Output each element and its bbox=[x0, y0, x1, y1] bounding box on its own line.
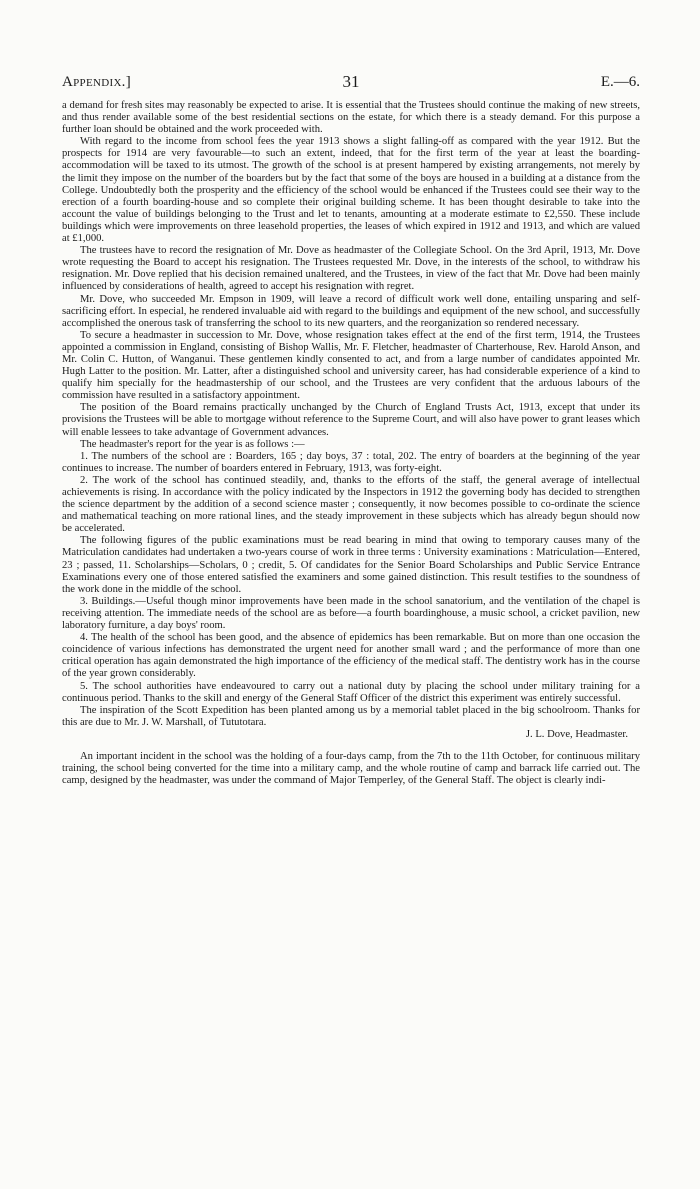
document-code: E.—6. bbox=[600, 74, 640, 90]
body-text bbox=[62, 100, 640, 787]
page-header bbox=[62, 74, 640, 94]
paragraph: The following figures of the public examinations must be read bearing in mind that owing to temporary causes many of the Matriculation candidates had undertaken a two-years course of work in three terms : University examinations : Matriculation—Entered, 23 ; passed, 11. Scholarships—Scholars, 0 ; credit, 5. Of candidates for the Senior Board Scholarships and Public Service Entrance Examinations every one of those entered satisfied the examiners and some gained distinction. This result testifies to the soundness of the work done in the middle of the school. bbox=[62, 535, 640, 595]
paragraph: With regard to the income from school fees the year 1913 shows a slight falling-off as compared with the year 1912. But the prospects for 1914 are very favourable—to such an extent, indeed, that for the first term of the year at least the boarding-accommodation will be taxed to its utmost. The growth of the school is at present hampered by existing arrangements, not merely by the limit they impose on the number of the boarders but by the fact that some of the boys are housed in a building at a distance from the College. Undoubtedly both the prosperity and the efficiency of the school would be enhanced if the Trustees could see their way to the erection of a fourth boarding-house and so complete their original building scheme. It has been thought desirable to take into the account the value of buildings belonging to the Trust and let to tenants, amounting at a moderate estimate to £2,550. These include buildings which were improvements on three leasehold properties, the leases of which expired in 1912 and 1913, and which are valued at £1,000. bbox=[62, 136, 640, 245]
paragraph: a demand for fresh sites may reasonably be expected to arise. It is essential that the Trustees should continue the making of new streets, and thus render available some of the best residential sections on the estate, for which there is a steady demand. For this purpose a further loan should be obtained and the work proceeded with. bbox=[62, 100, 640, 136]
paragraph: The inspiration of the Scott Expedition has been planted among us by a memorial tablet placed in the big schoolroom. Thanks for this are due to Mr. J. W. Marshall, of Tututotara. bbox=[62, 704, 640, 728]
paragraph: The headmaster's report for the year is as follows :— bbox=[80, 438, 305, 450]
paragraph: 4. The health of the school has been good, and the absence of epidemics has been remarkable. But on more than one occasion the coincidence of various infections has demonstrated the urgent need for another small ward ; and the performance of more than one critical operation has again demonstrated the high importance of the efficiency of the medical staff. The dentistry work has in the course of the year grown considerably. bbox=[62, 632, 640, 680]
appendix-label: Appendix.] bbox=[62, 74, 132, 90]
signature: J. L. Dove, Headmaster. bbox=[525, 728, 628, 740]
closing-paragraph: An important incident in the school was the holding of a four-days camp, from the 7th to the 11th October, for continuous military training, the school being converted for the time into a military camp, and the whole routine of camp and barrack life carried out. The camp, designed by the headmaster, was under the command of Major Temperley, of the General Staff. The object is clearly indi- bbox=[62, 750, 640, 787]
paragraph: Mr. Dove, who succeeded Mr. Empson in 1909, will leave a record of difficult work well done, entailing unsparing and self-sacrificing effort. In especial, he rendered invaluable aid with regard to the buildings and equipment of the new school, and successfully accomplished the onerous task of transferring the school to its new quarters, and the reorganization so rendered necessary. bbox=[62, 293, 640, 329]
paragraph: 2. The work of the school has continued steadily, and, thanks to the efforts of the staff, the general average of intellectual achievements is rising. In accordance with the policy indicated by the Inspectors in 1912 the governing body has decided to strengthen the science department by the addition of a second science master ; consequently, it now becomes possible to co-ordinate the science and mathematical teaching on more rational lines, and the steady improvement in these subjects which has already begun should now be accelerated. bbox=[62, 474, 640, 535]
paragraph: The trustees have to record the resignation of Mr. Dove as headmaster of the Collegiate School. On the 3rd April, 1913, Mr. Dove wrote requesting the Board to accept his resignation. The Trustees requested Mr. Dove, in the interests of the school, to withdraw his resignation. Mr. Dove replied that his decision remained unaltered, and the Trustees, in view of the fact that Mr. Dove had been mainly influenced by considerations of health, agreed to accept his resignation with regret. bbox=[62, 245, 640, 293]
paragraph: To secure a headmaster in succession to Mr. Dove, whose resignation takes effect at the end of the first term, 1914, the Trustees appointed a commission in England, consisting of Bishop Wallis, Mr. F. Fletcher, headmaster of Charterhouse, Rev. Harold Anson, and Mr. Colin C. Hutton, of Wanganui. These gentlemen kindly consented to act, and from a large number of candidates appointed Mr. Hugh Latter to the position. Mr. Latter, after a distinguished school and university career, has had considerable experience of a kind to qualify him specially for the headmastership of our school, and the Trustees are very confident that the arduous labours of the commission have resulted in a satisfactory appointment. bbox=[62, 329, 640, 402]
paragraph: The position of the Board remains practically unchanged by the Church of England Trusts Act, 1913, except that under its provisions the Trustees will be able to mortgage without reference to the Supreme Court, and will also have power to grant leases which will enable lessees to take advantage of Government advances. bbox=[62, 402, 640, 438]
paragraph: 1. The numbers of the school are : Boarders, 165 ; day boys, 37 : total, 202. The entry of boarders at the beginning of the year continues to increase. The number of boarders entered in February, 1913, was forty-eight. bbox=[62, 450, 640, 474]
paragraph: 3. Buildings.—Useful though minor improvements have been made in the school sanatorium, and the ventilation of the chapel is receiving attention. The immediate needs of the school are as before—a fourth boardinghouse, a music school, a cricket pavilion, new laboratory furniture, a day boys' room. bbox=[62, 595, 640, 632]
paragraph: 5. The school authorities have endeavoured to carry out a national duty by placing the school under military training for a continuous period. Thanks to the skill and energy of the General Staff Officer of the district this experiment was entirely successful. bbox=[62, 680, 640, 704]
page-number: 31 bbox=[342, 72, 360, 91]
